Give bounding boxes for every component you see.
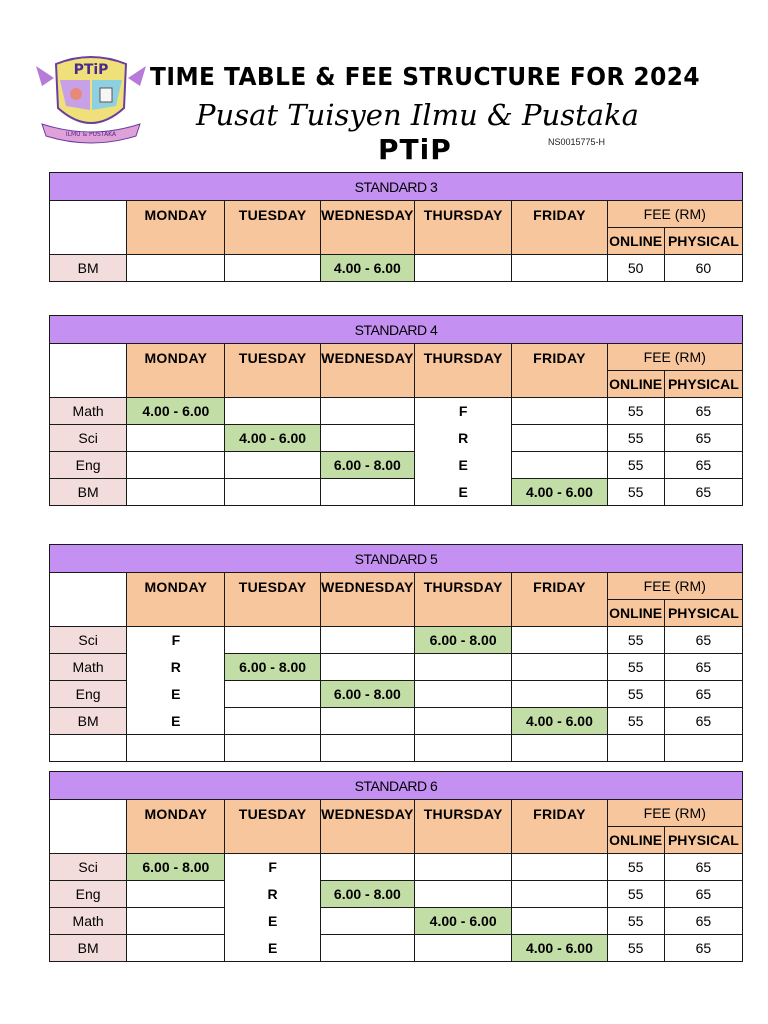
free-day-letter: E [225,935,320,962]
empty-slot [512,452,607,479]
day-header: THURSDAY [415,201,512,255]
subject-cell: BM [50,255,127,282]
table-row [50,425,743,452]
empty-slot [127,452,225,479]
class-time-slot: 4.00 - 6.00 [512,708,607,735]
empty-slot [127,935,225,962]
subject-cell: Math [50,398,127,425]
header-blank [50,344,127,398]
empty-slot [225,627,320,654]
free-day-letter: E [127,681,225,708]
empty-slot [225,398,320,425]
physical-fee: 65 [664,479,742,506]
free-day-letter: E [415,452,512,479]
online-fee: 55 [607,654,664,681]
header-blank [50,800,127,854]
fee-header: FEE (RM) [607,344,742,371]
physical-fee: 65 [664,881,742,908]
subject-cell: BM [50,708,127,735]
timetable-standard-4 [49,315,743,506]
online-header: ONLINE [607,371,664,398]
physical-fee: 65 [664,452,742,479]
standard-title: STANDARD 3 [50,173,743,201]
empty-slot [320,627,414,654]
day-header: FRIDAY [512,201,607,255]
subject-cell: Sci [50,627,127,654]
centre-name: Pusat Tuisyen Ilmu & Pustaka [196,98,639,132]
subject-cell: Eng [50,452,127,479]
physical-fee: 65 [664,708,742,735]
standard-title: STANDARD 5 [50,545,743,573]
day-header: WEDNESDAY [320,573,414,627]
physical-header: PHYSICAL [664,371,742,398]
online-fee: 55 [607,908,664,935]
class-time-slot: 6.00 - 8.00 [320,452,414,479]
empty-slot [320,854,414,881]
free-day-letter: R [225,881,320,908]
online-fee: 55 [607,881,664,908]
empty-slot [512,654,607,681]
standard-title: STANDARD 4 [50,316,743,344]
table-row [50,452,743,479]
empty-slot [127,255,225,282]
spacer-cell [50,735,127,762]
empty-slot [415,255,512,282]
empty-slot [127,479,225,506]
empty-slot [415,854,512,881]
online-fee: 55 [607,627,664,654]
subject-cell: BM [50,479,127,506]
class-time-slot: 6.00 - 8.00 [225,654,320,681]
empty-slot [320,425,414,452]
empty-slot [320,479,414,506]
physical-header: PHYSICAL [664,600,742,627]
day-header: WEDNESDAY [320,344,414,398]
day-header: TUESDAY [225,344,320,398]
physical-fee: 65 [664,398,742,425]
day-header: THURSDAY [415,800,512,854]
table-row [50,654,743,681]
free-day-letter: F [127,627,225,654]
class-time-slot: 4.00 - 6.00 [415,908,512,935]
empty-slot [225,681,320,708]
table-row [50,479,743,506]
day-header: TUESDAY [225,201,320,255]
table-row [50,854,743,881]
day-header: MONDAY [127,201,225,255]
physical-fee: 60 [664,255,742,282]
subject-cell: BM [50,935,127,962]
standard-title: STANDARD 6 [50,772,743,800]
free-day-letter: R [415,425,512,452]
physical-fee: 65 [664,935,742,962]
free-day-letter: R [127,654,225,681]
header-blank [50,201,127,255]
day-header: WEDNESDAY [320,201,414,255]
spacer-cell [320,735,414,762]
empty-slot [512,681,607,708]
empty-slot [512,627,607,654]
day-header: TUESDAY [225,800,320,854]
day-header: FRIDAY [512,800,607,854]
online-fee: 55 [607,398,664,425]
empty-slot [127,908,225,935]
ptip-logo [32,46,150,146]
subject-cell: Math [50,908,127,935]
empty-slot [225,479,320,506]
class-time-slot: 6.00 - 8.00 [415,627,512,654]
empty-slot [512,255,607,282]
empty-slot [512,425,607,452]
online-fee: 55 [607,681,664,708]
online-fee: 50 [607,255,664,282]
empty-slot [320,398,414,425]
subject-cell: Eng [50,681,127,708]
subject-cell: Sci [50,854,127,881]
online-fee: 55 [607,854,664,881]
empty-slot [320,654,414,681]
spacer-cell [127,735,225,762]
spacer-cell [225,735,320,762]
online-fee: 55 [607,479,664,506]
class-time-slot: 4.00 - 6.00 [320,255,414,282]
day-header: FRIDAY [512,344,607,398]
empty-slot [415,881,512,908]
timetable-standard-6 [49,771,743,962]
day-header: THURSDAY [415,344,512,398]
empty-slot [320,908,414,935]
empty-slot [415,681,512,708]
free-day-letter: F [225,854,320,881]
class-time-slot: 4.00 - 6.00 [512,935,607,962]
subject-cell: Eng [50,881,127,908]
empty-slot [320,935,414,962]
timetable-standard-3 [49,172,743,282]
empty-slot [225,708,320,735]
empty-slot [512,854,607,881]
physical-fee: 65 [664,425,742,452]
free-day-letter: E [415,479,512,506]
svg-text:PTiP: PTiP [73,62,109,78]
class-time-slot: 6.00 - 8.00 [320,681,414,708]
empty-slot [127,425,225,452]
table-row [50,255,743,282]
table-row [50,398,743,425]
online-header: ONLINE [607,600,664,627]
empty-slot [225,255,320,282]
empty-slot [415,935,512,962]
table-row [50,881,743,908]
empty-slot [415,654,512,681]
physical-fee: 65 [664,908,742,935]
subject-cell: Math [50,654,127,681]
svg-text:ILMU & PUSTAKA: ILMU & PUSTAKA [65,131,117,138]
empty-slot [512,398,607,425]
day-header: THURSDAY [415,573,512,627]
physical-fee: 65 [664,627,742,654]
spacer-cell [415,735,512,762]
day-header: MONDAY [127,573,225,627]
class-time-slot: 6.00 - 8.00 [127,854,225,881]
brand-name: PTiP [378,133,452,166]
table-row [50,935,743,962]
physical-header: PHYSICAL [664,827,742,854]
empty-slot [127,881,225,908]
spacer-cell [512,735,607,762]
online-fee: 55 [607,708,664,735]
empty-slot [225,452,320,479]
spacer-cell [607,735,664,762]
free-day-letter: E [127,708,225,735]
class-time-slot: 4.00 - 6.00 [512,479,607,506]
physical-fee: 65 [664,854,742,881]
spacer-row [50,735,743,762]
free-day-letter: E [225,908,320,935]
day-header: WEDNESDAY [320,800,414,854]
fee-header: FEE (RM) [607,573,742,600]
online-header: ONLINE [607,827,664,854]
online-fee: 55 [607,425,664,452]
day-header: FRIDAY [512,573,607,627]
page-title: TIME TABLE & FEE STRUCTURE FOR 2024 [150,62,700,91]
class-time-slot: 4.00 - 6.00 [127,398,225,425]
empty-slot [320,708,414,735]
day-header: MONDAY [127,800,225,854]
fee-header: FEE (RM) [607,800,742,827]
free-day-letter: F [415,398,512,425]
spacer-cell [664,735,742,762]
online-fee: 55 [607,452,664,479]
online-header: ONLINE [607,228,664,255]
class-time-slot: 4.00 - 6.00 [225,425,320,452]
empty-slot [415,708,512,735]
online-fee: 55 [607,935,664,962]
subject-cell: Sci [50,425,127,452]
fee-header: FEE (RM) [607,201,742,228]
empty-slot [512,908,607,935]
class-time-slot: 6.00 - 8.00 [320,881,414,908]
table-row [50,708,743,735]
physical-fee: 65 [664,654,742,681]
registration-number: NS0015775-H [548,137,606,147]
day-header: MONDAY [127,344,225,398]
day-header: TUESDAY [225,573,320,627]
table-row [50,627,743,654]
empty-slot [512,881,607,908]
table-row [50,908,743,935]
header-blank [50,573,127,627]
page-header [0,0,768,170]
physical-fee: 65 [664,681,742,708]
table-row [50,681,743,708]
timetable-standard-5 [49,544,743,762]
physical-header: PHYSICAL [664,228,742,255]
